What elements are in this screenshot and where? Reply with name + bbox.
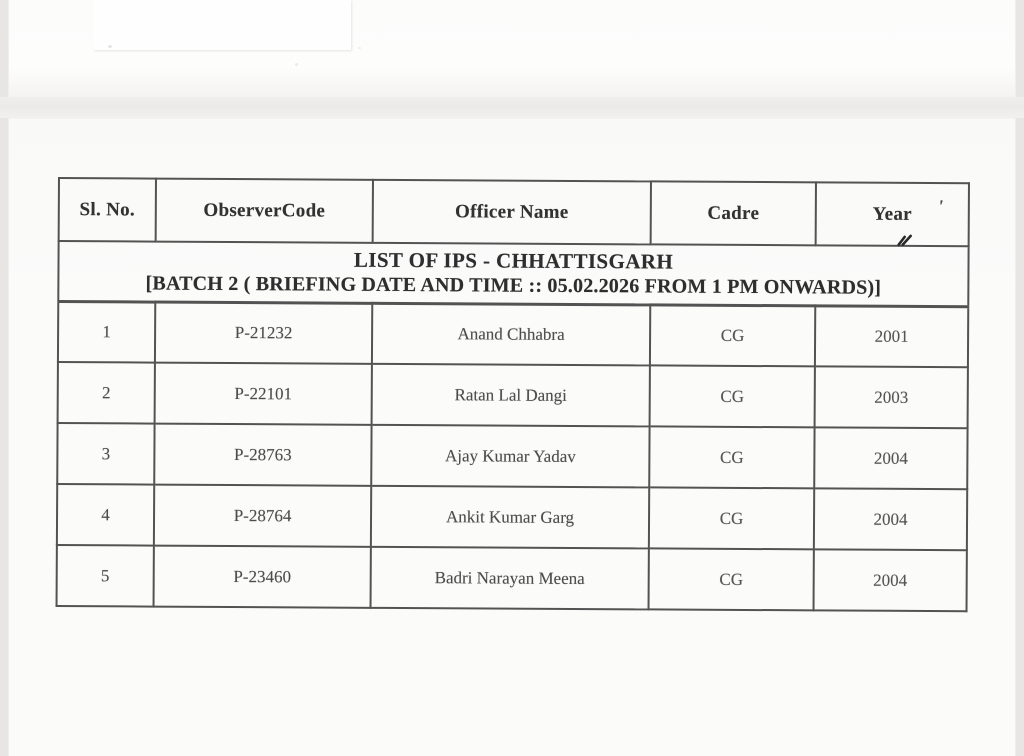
cell-observer-code: P-28763 <box>154 424 371 486</box>
scan-speck <box>358 47 361 49</box>
table-row <box>58 301 968 367</box>
col-header-cadre: Cadre <box>651 181 816 245</box>
cell-cadre: CG <box>649 487 814 549</box>
page-gap-band <box>0 97 1024 118</box>
tick-mark: ' <box>935 195 946 217</box>
table-row <box>58 362 968 428</box>
table-row <box>57 423 967 489</box>
officer-table <box>56 177 970 612</box>
cell-observer-code: P-21232 <box>155 302 372 364</box>
cell-year: 2004 <box>814 488 967 550</box>
table-row <box>57 545 967 611</box>
cell-cadre: CG <box>650 304 815 366</box>
scan-speck <box>108 45 112 48</box>
cell-cadre: CG <box>649 426 814 488</box>
cell-sl-no: 3 <box>57 423 154 485</box>
cell-year: 2001 <box>815 305 968 367</box>
cell-cadre: CG <box>650 365 815 427</box>
cell-officer-name: Ajay Kumar Yadav <box>371 425 649 488</box>
cell-year: 2004 <box>814 427 967 489</box>
scan-shading-patch <box>93 0 351 50</box>
cell-observer-code: P-22101 <box>155 363 372 425</box>
pen-mark-icon <box>896 234 916 247</box>
title-row <box>58 241 968 306</box>
col-header-sl-no: Sl. No. <box>59 178 156 242</box>
cell-sl-no: 5 <box>57 545 154 607</box>
table-title-cell <box>58 241 968 306</box>
cell-cadre: CG <box>649 548 814 610</box>
scan-speck <box>295 63 298 66</box>
document-page <box>8 118 1016 756</box>
table-row <box>57 484 967 550</box>
cell-officer-name: Badri Narayan Meena <box>371 547 649 610</box>
cell-observer-code: P-28764 <box>154 485 371 547</box>
cell-sl-no: 2 <box>58 362 155 424</box>
page-fragment-top <box>8 0 1016 97</box>
cell-year: 2003 <box>815 366 968 428</box>
cell-sl-no: 4 <box>57 484 154 546</box>
cell-officer-name: Anand Chhabra <box>372 303 650 366</box>
cell-sl-no: 1 <box>58 301 155 363</box>
col-header-officer-name: Officer Name <box>373 180 651 245</box>
cell-observer-code: P-23460 <box>154 546 371 608</box>
col-header-year: Year <box>816 182 969 246</box>
cell-officer-name: Ankit Kumar Garg <box>371 486 649 549</box>
cell-year: 2004 <box>814 549 967 611</box>
cell-officer-name: Ratan Lal Dangi <box>372 364 650 427</box>
officer-table-wrap <box>56 177 968 612</box>
list-title: LIST OF IPS - CHHATTISGARH <box>353 247 674 274</box>
col-header-observer-code: ObserverCode <box>156 179 373 243</box>
batch-title: [BATCH 2 ( BRIEFING DATE AND TIME :: 05.02.2026 FROM 1 PM ONWARDS)] <box>145 272 882 300</box>
header-row <box>59 178 969 246</box>
